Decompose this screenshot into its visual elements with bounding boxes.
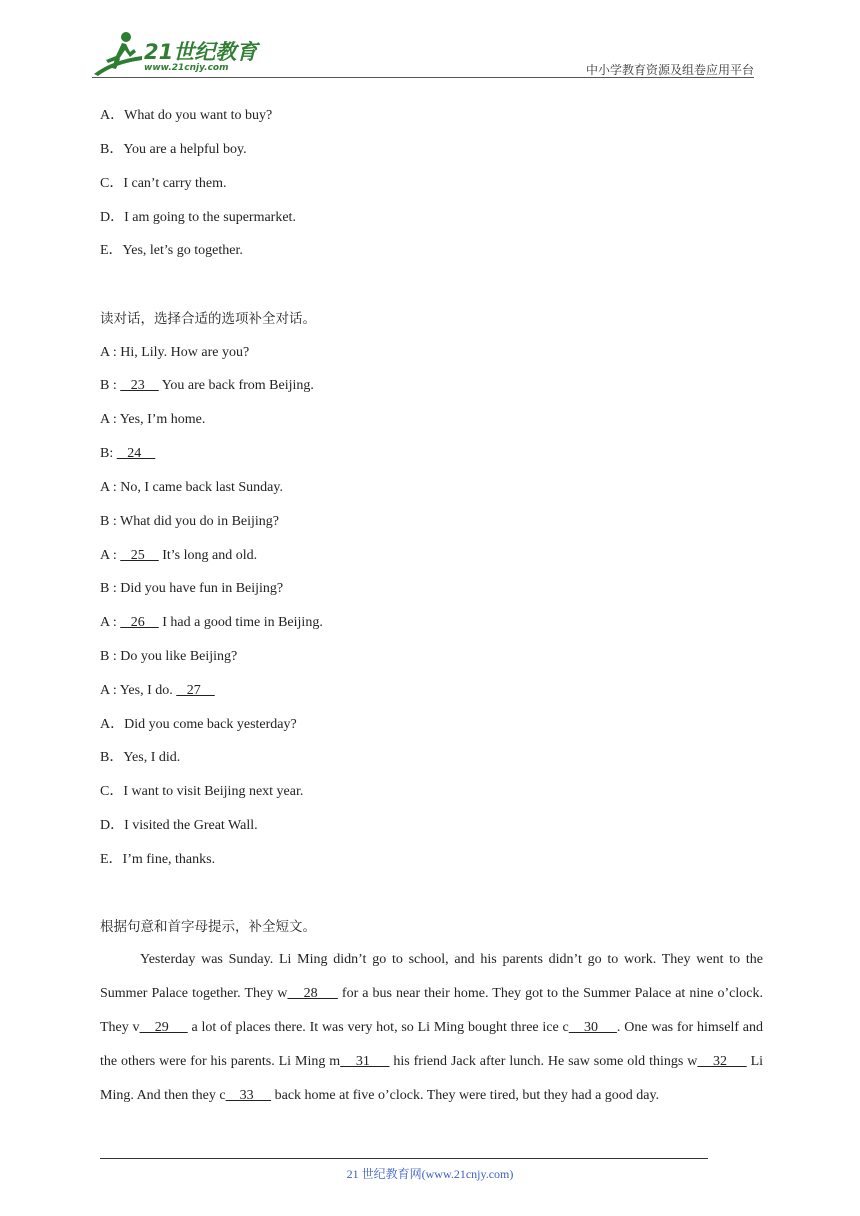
- site-slogan: 中小学教育资源及组卷应用平台: [585, 63, 754, 77]
- answer-blank: 28: [287, 986, 338, 1001]
- section-instruction: 读对话，选择合适的选项补全对话。: [100, 311, 316, 327]
- answer-blank: 32: [697, 1054, 747, 1069]
- answer-blank: 24: [116, 446, 156, 461]
- answer-blank: 23: [120, 378, 159, 393]
- dialogue-line: B : 23 You are back from Beijing.: [100, 378, 314, 393]
- option-line: C．I want to visit Beijing next year.: [100, 784, 304, 799]
- option-line: B．Yes, I did.: [100, 750, 181, 765]
- dialogue-line: A : 25 It’s long and old.: [100, 548, 258, 563]
- dialogue-line: B: 24: [100, 446, 156, 461]
- section-instruction: 根据句意和首字母提示，补全短文。: [100, 919, 316, 935]
- answer-blank: 25: [120, 548, 159, 563]
- footer-divider: [100, 1158, 708, 1159]
- option-line: A．What do you want to buy?: [100, 108, 273, 123]
- dialogue-line: A : 26 I had a good time in Beijing.: [100, 615, 323, 630]
- site-logo: [92, 30, 262, 78]
- runner-logo-icon: [92, 30, 144, 78]
- dialogue-line: A : Yes, I do. 27: [100, 683, 215, 698]
- logo-url: www.21cnjy.com: [144, 63, 229, 73]
- dialogue-line: A : No, I came back last Sunday.: [100, 480, 283, 495]
- dialogue-line: B : What did you do in Beijing?: [100, 514, 280, 529]
- dialogue-line: B : Do you like Beijing?: [100, 649, 238, 664]
- page-header: [92, 30, 754, 78]
- answer-blank: 29: [139, 1020, 188, 1035]
- option-line: A．Did you come back yesterday?: [100, 717, 297, 732]
- answer-blank: 33: [225, 1088, 272, 1103]
- passage: Yesterday was Sunday. Li Ming didn’t go to school, and his parents didn’t go to work. They went to the Summer Palace together. They w 28 for a bus near their home. They got to the Summer Palace at nine o’clock. They v 29 a lot of places there. It was very hot, so Li Ming bought three ice c 30 . One was for himself and the others were for his parents. Li Ming m 31 his friend Jack after lunch. He saw some old things w 32 Li Ming. And then they c 33 back home at five o’clock. They were tired, but they had a good day.: [100, 952, 764, 1103]
- option-line: D．I am going to the supermarket.: [100, 210, 296, 225]
- answer-blank: 26: [120, 615, 159, 630]
- dialogue-line: B : Did you have fun in Beijing?: [100, 581, 284, 596]
- logo-text: 21世纪教育: [144, 40, 258, 64]
- dialogue-line: A : Yes, I’m home.: [100, 412, 206, 427]
- option-line: B．You are a helpful boy.: [100, 142, 247, 157]
- option-line: D．I visited the Great Wall.: [100, 818, 258, 833]
- header-divider: [92, 77, 754, 78]
- page-footer: 21 世纪教育网(www.21cnjy.com): [346, 1167, 514, 1181]
- option-line: C．I can’t carry them.: [100, 176, 227, 191]
- option-line: E．I’m fine, thanks.: [100, 852, 216, 867]
- dialogue-line: A : Hi, Lily. How are you?: [100, 345, 250, 360]
- answer-blank: 27: [176, 683, 215, 698]
- answer-blank: 30: [568, 1020, 617, 1035]
- option-line: E．Yes, let’s go together.: [100, 243, 243, 258]
- answer-blank: 31: [340, 1054, 390, 1069]
